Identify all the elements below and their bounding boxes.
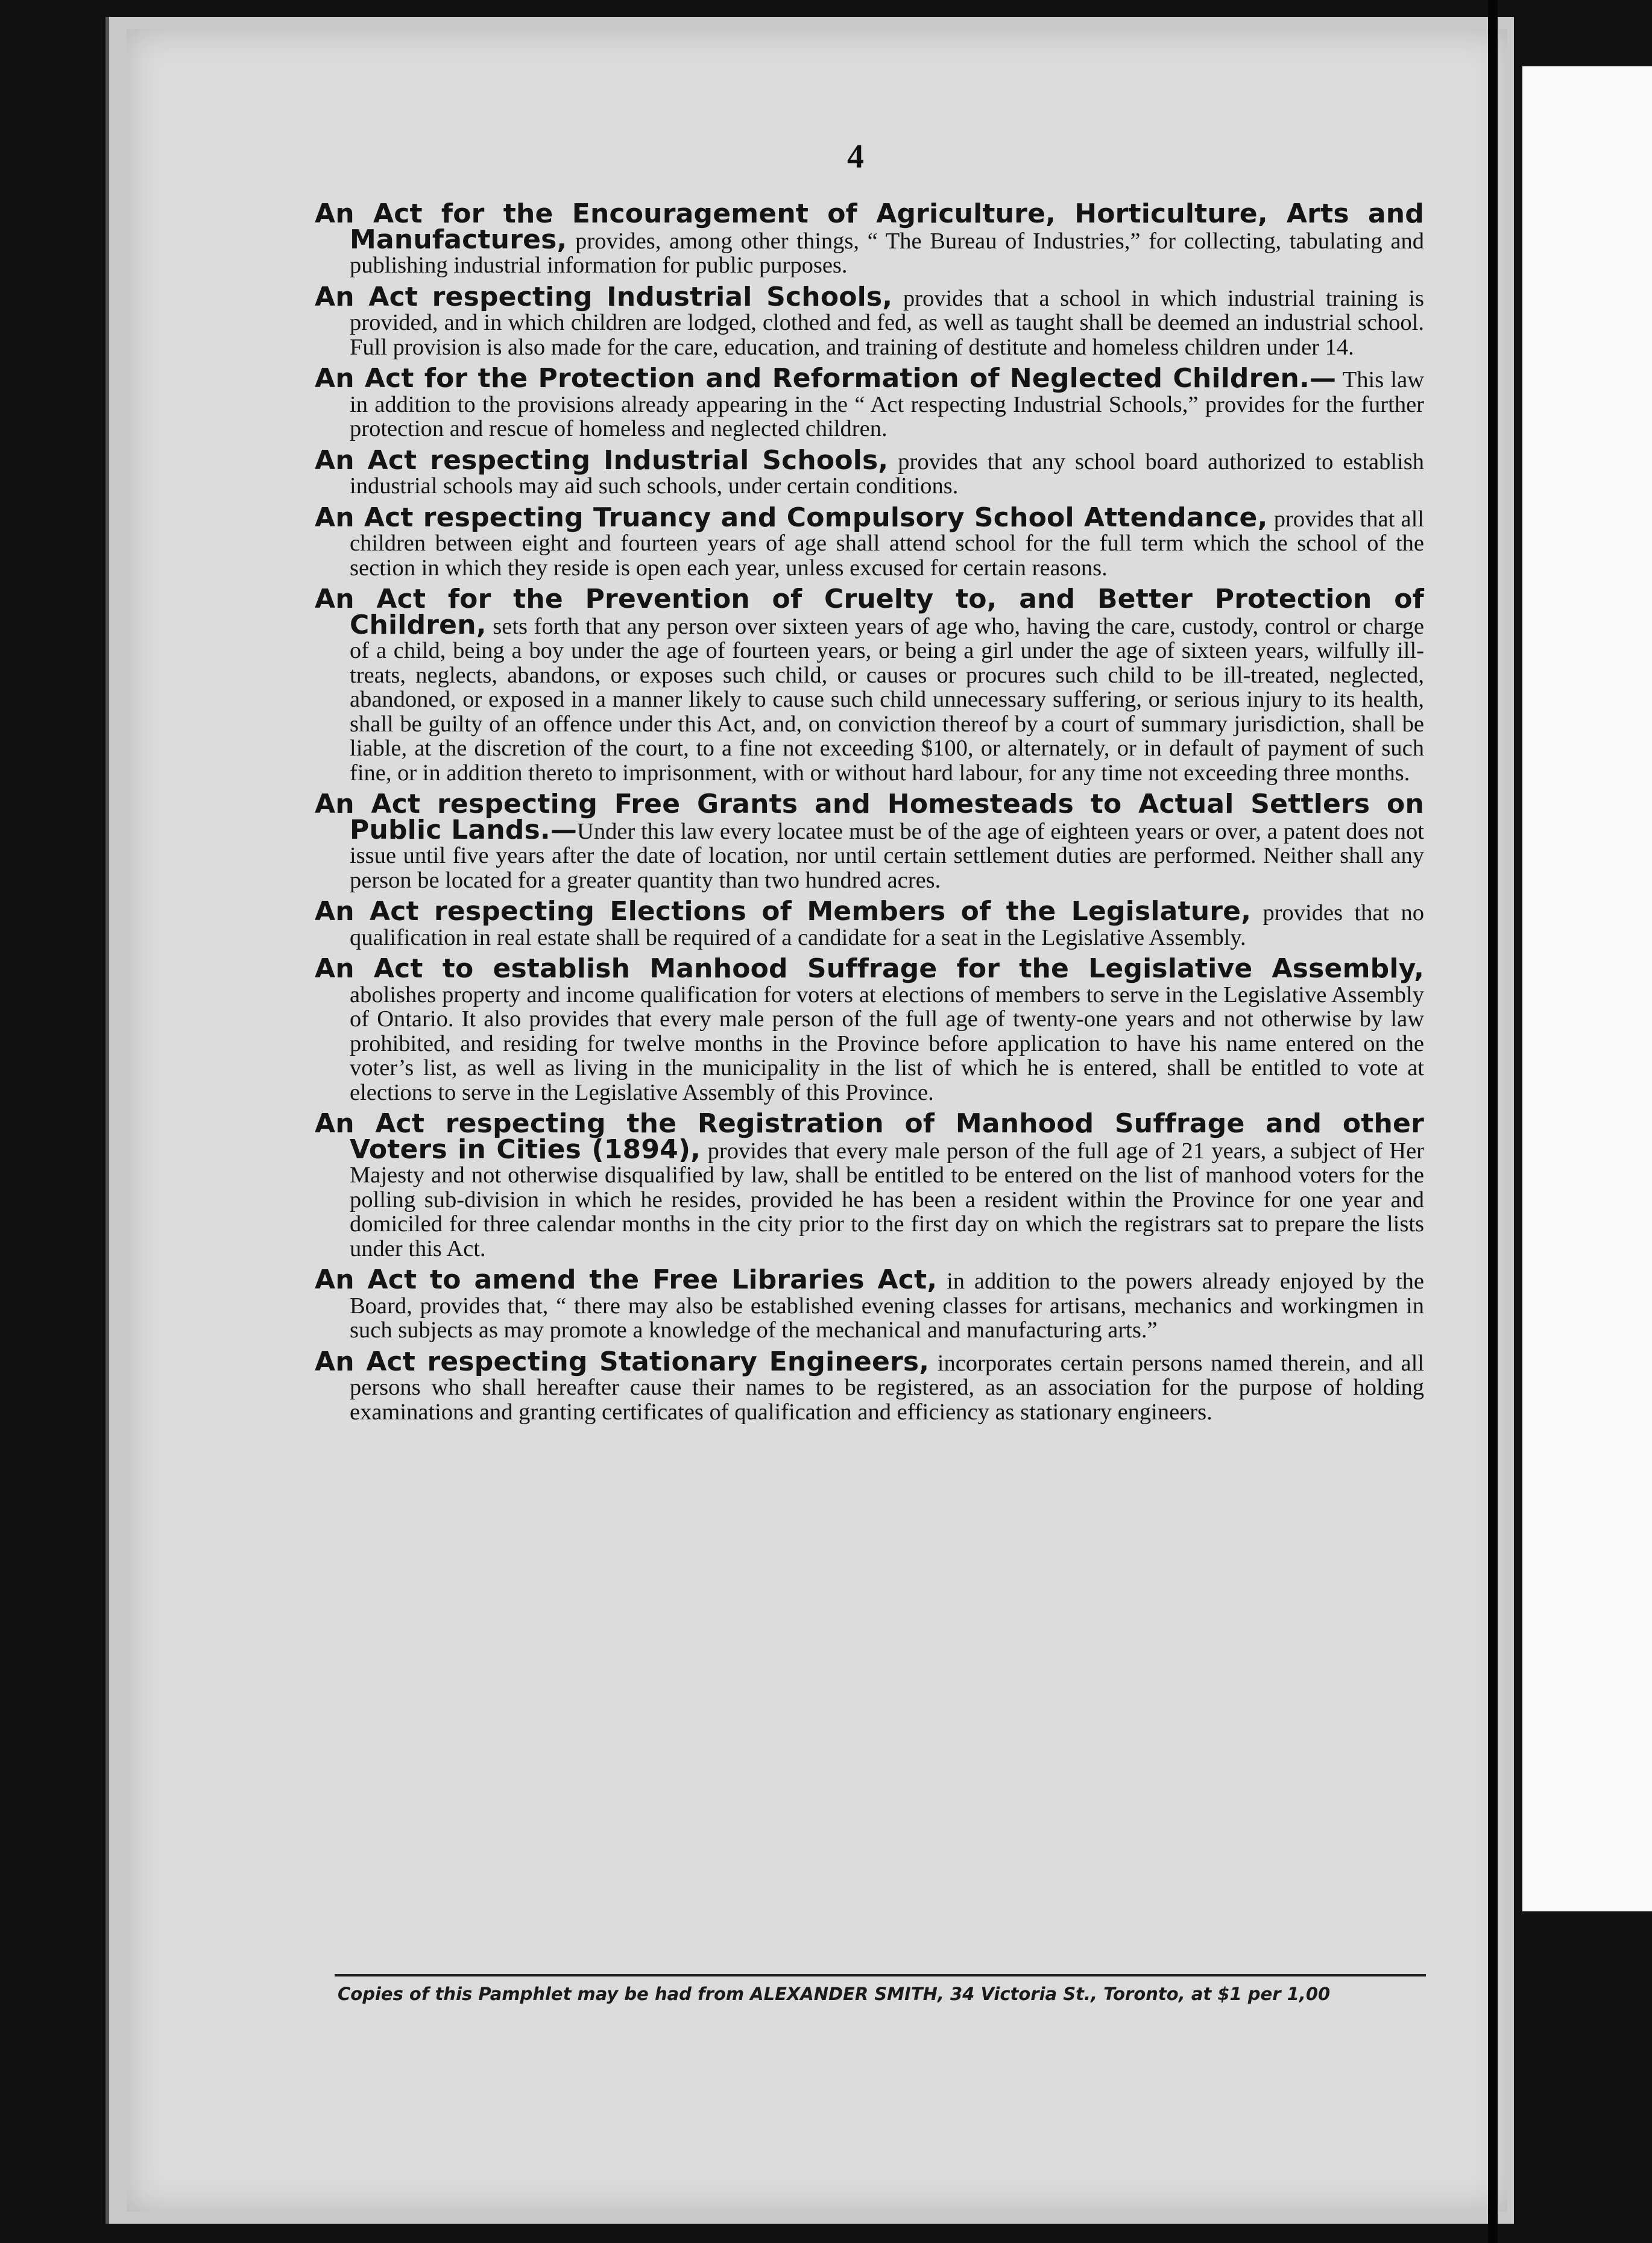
act-entry-industrial-schools — [315, 281, 1424, 360]
footer-rule — [335, 1974, 1426, 1976]
act-entry-stationary-engineers — [315, 1346, 1425, 1425]
act-entry-agriculture — [315, 198, 1424, 278]
act-description: provides that no qualification in real estate shall be required of a candidate for a seat in the Legislative Assembly. — [350, 900, 1424, 950]
act-title: An Act respecting Truancy and Compulsory School Attendance, — [315, 502, 1268, 533]
act-description: provides that any school board authorized to establish industrial schools may aid such schools, under certain conditions. — [350, 449, 1424, 499]
act-description: provides that all children between eight and fourteen years of age shall attend school for the full term which the school of the section in which they reside is open each year, unless excused for certain reasons. — [350, 506, 1424, 581]
act-entry-neglected-children — [315, 363, 1424, 441]
act-description: provides that a school in which industrial training is provided, and in which children are lodged, clothed and fed, as well as taught shall be deemed an industrial school. Full provision is also made for the care, education, and training of destitute and homeless children under 14. — [350, 285, 1424, 360]
act-entry-free-grants — [315, 789, 1424, 893]
page-number: 4 — [847, 138, 864, 175]
act-entry-free-libraries — [315, 1264, 1424, 1343]
act-title: An Act for the Protection and Reformation of Neglected Children.— — [315, 363, 1337, 394]
act-entry-voter-registration — [315, 1108, 1424, 1261]
scan-border-bar — [1488, 0, 1498, 2243]
act-description: Under this law every locatee must be of the age of eighteen years or over, a patent does not issue until five years after the date of location, nor until certain settlement duties are performed. Neither shall any person be located for a greater quantity than two hundred acres. — [350, 818, 1424, 893]
act-title: An Act to amend the Free Libraries Act, — [315, 1264, 938, 1295]
act-title: An Act for the Prevention of Cruelty to, and Better Protection of Children, — [315, 584, 1424, 640]
act-title: An Act respecting Stationary Engineers, — [315, 1346, 930, 1377]
act-description: sets forth that any person over sixteen years of age who, having the care, custody, control or charge of a child, being a boy under the age of fourteen years, or being a girl under the age of sixteen years, wilfully ill-treats, neglects, abandons, or exposes such child, or causes or procures such child to be ill-treated, neglected, abandoned, or exposed in a manner likely to cause such child unnecessary suffering, or serious injury to its health, shall be guilty of an offence under this Act, and, on conviction thereof by a court of summary jurisdiction, shall be liable, at the discretion of the court, to a fine not exceeding $100, or alternately, or in default of payment of such fine, or in addition thereto to imprisonment, with or without hard labour, for any time not exceeding three months. — [350, 613, 1424, 786]
act-title: An Act respecting Industrial Schools, — [315, 281, 893, 312]
act-entry-truancy — [315, 502, 1424, 581]
act-title: An Act respecting the Registration of Manhood Suffrage and other Voters in Cities (1894), — [315, 1108, 1424, 1165]
act-title: An Act for the Encouragement of Agriculture, Horticulture, Arts and Manufactures, — [315, 198, 1424, 255]
act-title: An Act respecting Industrial Schools, — [315, 444, 889, 476]
footer-note: Copies of this Pamphlet may be had from ALEXANDER SMITH, 34 Victoria St., Toronto, at $1 per 1,00 — [338, 1984, 1331, 2004]
act-title: An Act respecting Free Grants and Homesteads to Actual Settlers on Public Lands.— — [315, 789, 1424, 845]
act-title: An Act respecting Elections of Members of the Legislature, — [315, 896, 1252, 927]
act-description: This law in addition to the provisions already appearing in the “ Act respecting Industrial Schools,” provides for the further protection and rescue of homeless and neglected children. — [350, 367, 1424, 441]
act-description: provides, among other things, “ The Bureau of Industries,” for collecting, tabulating and publishing industrial information for public purposes. — [350, 228, 1424, 278]
act-description: provides that every male person of the full age of 21 years, a subject of Her Majesty and not otherwise disqualified by law, shall be entitled to be entered on the list of manhood voters for the polling sub-division in which he resides, provided he has been a resident within the Province for one year and domiciled for three calendar months in the city prior to the first day on which the registrars sat to prepare the lists under this Act. — [350, 1138, 1424, 1261]
act-entry-industrial-schools-aid — [315, 444, 1424, 499]
act-entry-elections — [315, 896, 1424, 950]
act-title: An Act to establish Manhood Suffrage for the Legislative Assembly, — [315, 953, 1424, 984]
act-entry-cruelty-prevention — [315, 584, 1424, 786]
acts-list — [315, 198, 1425, 1431]
act-description: in addition to the powers already enjoyed by the Board, provides that, “ there may also be established evening classes for artisans, mechanics and workingmen in such subjects as may promote a knowledge of the mechanical and manufacturing arts.” — [350, 1269, 1424, 1343]
adjacent-page-margin — [1522, 66, 1652, 1911]
act-description: abolishes property and income qualification for voters at elections of members to serve in the Legislative Assembly of Ontario. It also provides that every male person of the full age of twenty-one years and not otherwise by law prohibited, and residing for twelve months in the Province before application to have his name entered on the voter’s list, as well as living in the municipality in the list of which he is entered, shall be entitled to vote at elections to serve in the Legislative Assembly of this Province. — [350, 982, 1424, 1105]
act-description: incorporates certain persons named therein, and all persons who shall hereafter cause their names to be registered, as an association for the purpose of holding examinations and granting certificates of qualification and efficiency as stationary engineers. — [350, 1350, 1425, 1425]
act-entry-manhood-suffrage — [315, 953, 1424, 1105]
